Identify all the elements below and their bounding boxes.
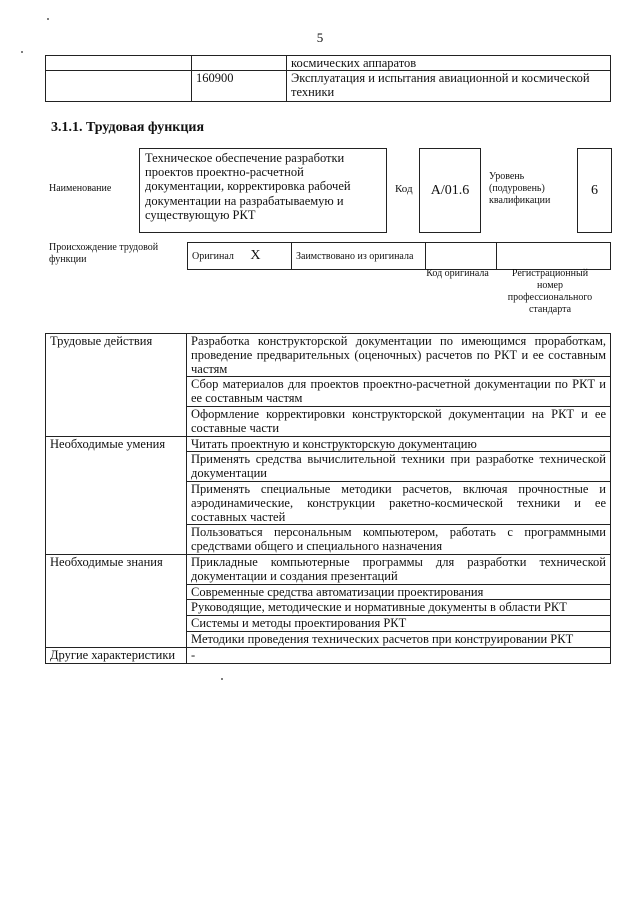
table-cell <box>187 616 611 632</box>
level-value-box: 6 <box>577 148 612 233</box>
group-title: Другие характеристики <box>46 647 187 663</box>
name-label: Наименование <box>49 183 112 194</box>
list-item: Оформление корректировки конструкторской документации на РКТ и ее составные части <box>191 406 606 435</box>
table-cell <box>187 600 611 616</box>
scan-speck <box>47 18 49 20</box>
function-name-box: Техническое обеспечение разработки проектов проектно-расчетной документации, корректировка рабочей документации на разрабатываемую и существующую РКТ <box>139 148 387 233</box>
code-label: Код <box>395 183 413 195</box>
origin-table <box>187 242 611 270</box>
code-original-caption: Код оригинала <box>426 268 489 279</box>
table-cell <box>46 71 192 102</box>
table-row <box>46 334 611 377</box>
original-cell <box>188 243 292 270</box>
registration-number-cell <box>497 243 611 270</box>
table-cell <box>187 584 611 600</box>
list-item: Разработка конструкторской документации по имеющимся проработкам, проведение предварительных (оценочных) расчетов по РКТ и ее составным частям <box>191 334 606 376</box>
list-item: - <box>191 647 196 662</box>
list-item: Применять средства вычислительной техники при разработке технической документации <box>191 452 606 481</box>
table-cell <box>187 334 611 377</box>
list-item: Руководящие, методические и нормативные документы в области РКТ <box>191 600 567 615</box>
table-row <box>46 71 611 102</box>
specialties-table <box>45 55 611 102</box>
specialty-code <box>192 56 287 71</box>
page-number: 5 <box>316 30 324 45</box>
function-code-box: A/01.6 <box>419 148 481 233</box>
labor-function-table <box>45 333 611 664</box>
table-cell <box>187 452 611 482</box>
original-code-cell <box>426 243 497 270</box>
table-cell <box>187 406 611 436</box>
table-row <box>46 647 611 663</box>
original-mark: X <box>250 248 261 263</box>
group-title: Необходимые умения <box>46 436 187 554</box>
table-cell <box>187 525 611 555</box>
specialty-name: космических аппаратов <box>287 56 611 71</box>
list-item: Методики проведения технических расчетов при конструировании РКТ <box>191 631 574 646</box>
table-cell <box>187 631 611 647</box>
table-row <box>188 243 611 270</box>
list-item: Читать проектную и конструкторскую документацию <box>191 436 477 451</box>
table-cell <box>187 647 611 663</box>
table-row <box>46 56 611 71</box>
borrowed-label: Заимствовано из оригинала <box>292 243 426 270</box>
original-label: Оригинал <box>192 251 234 262</box>
list-item: Пользоваться персональным компьютером, работать с программными средствами общего и специального назначения <box>191 525 606 554</box>
list-item: Системы и методы проектирования РКТ <box>191 616 407 631</box>
level-label: Уровень (подуровень) квалификации <box>489 171 551 206</box>
list-item: Прикладные компьютерные программы для разработки технической документации и создания презентаций <box>191 554 606 583</box>
list-item: Применять специальные методики расчетов, включая прочностные и аэродинамические, конструкции ракетно-космической техники и ее составных частей <box>191 481 606 524</box>
list-item: Современные средства автоматизации проектирования <box>191 584 484 599</box>
specialty-name: Эксплуатация и испытания авиационной и космической техники <box>287 71 611 102</box>
origin-label: Происхождение трудовой функции <box>49 242 159 265</box>
group-title: Необходимые знания <box>46 554 187 647</box>
table-cell <box>46 56 192 71</box>
registration-caption: Регистрационный номер профессионального стандарта <box>507 268 593 315</box>
section-title: 3.1.1. Трудовая функция <box>51 120 205 135</box>
table-cell <box>187 481 611 524</box>
table-cell <box>187 377 611 407</box>
table-cell <box>187 436 611 452</box>
scan-speck <box>21 51 23 53</box>
list-item: Сбор материалов для проектов проектно-расчетной документации по РКТ и ее составным частям <box>191 377 606 406</box>
table-row <box>46 554 611 584</box>
scan-speck <box>221 678 223 680</box>
table-cell <box>187 554 611 584</box>
group-title: Трудовые действия <box>46 334 187 437</box>
specialty-code: 160900 <box>192 71 287 102</box>
table-row <box>46 436 611 452</box>
